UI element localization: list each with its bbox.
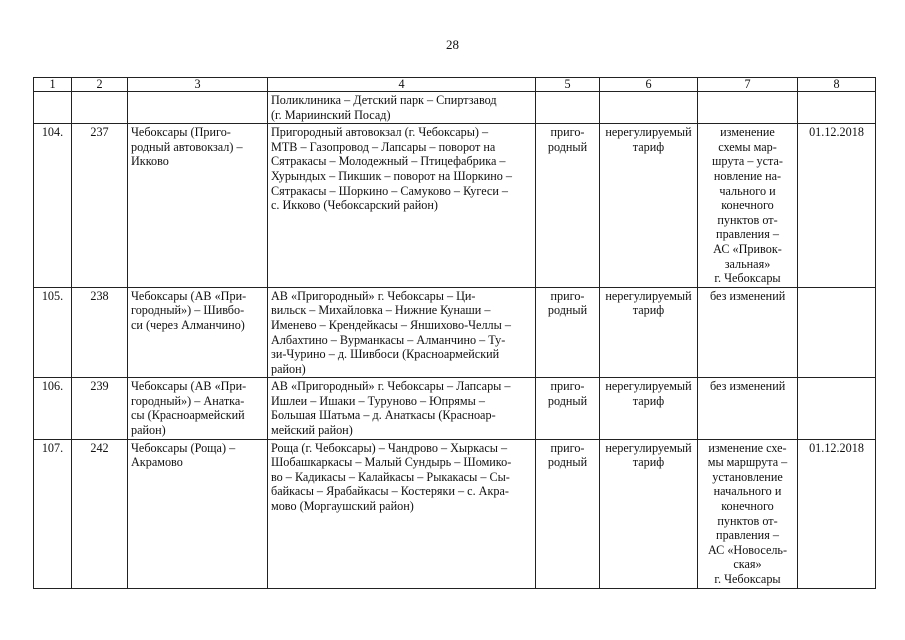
- path-line: Сятракасы – Молодежный – Птицефабрика –: [271, 154, 506, 169]
- header-cell: 1: [34, 78, 72, 92]
- empty-cell: [798, 92, 876, 124]
- routes-table: [33, 77, 876, 589]
- change-line: начального и: [713, 484, 782, 499]
- path-line: Большая Шатьма – д. Анаткасы (Красноар-: [271, 408, 496, 423]
- route-name-cell: [128, 124, 268, 288]
- path-line: Ишлеи – Ишаки – Туруново – Юпрямы –: [271, 393, 485, 408]
- header-cell: 2: [72, 78, 128, 92]
- path-cell: [268, 287, 536, 378]
- route-type-line: родный: [547, 303, 588, 318]
- path-line: Сятракасы – Шоркино – Самуково – Кугеси –: [271, 183, 508, 198]
- change-line: новление на-: [713, 168, 782, 183]
- path-line: район): [271, 361, 306, 376]
- path-cell: [268, 439, 536, 588]
- change-line: конечного: [721, 499, 774, 514]
- path-line: мово (Моргаушский район): [271, 499, 414, 514]
- route-name-line: Акрамово: [131, 455, 183, 470]
- path-line: Именево – Крендейкасы – Яншихово-Челлы –: [271, 317, 511, 332]
- header-cell: 7: [698, 78, 798, 92]
- route-type-cell: [536, 378, 600, 439]
- change-line: г. Чебоксары: [714, 271, 781, 286]
- route-type-cell: [536, 124, 600, 288]
- change-line: пунктов от-: [717, 513, 778, 528]
- route-name-line: Чебоксары (АВ «При-: [131, 288, 247, 303]
- route-name-line: Чебоксары (Приго-: [131, 125, 231, 140]
- header-row: [34, 78, 876, 92]
- table-row: [34, 287, 876, 378]
- route-type-line: приго-: [550, 288, 585, 303]
- tariff-line: тариф: [632, 393, 665, 408]
- date-cell: [798, 378, 876, 439]
- route-name-cell: [128, 378, 268, 439]
- path-line: АВ «Пригородный» г. Чебоксары – Лапсары –: [271, 379, 511, 394]
- route-type-line: родный: [547, 455, 588, 470]
- empty-cell: [600, 92, 698, 124]
- change-line: правления –: [716, 227, 779, 242]
- change-line: АС «Новосель-: [707, 542, 788, 557]
- row-number-cell: 105.: [34, 287, 72, 378]
- tariff-line: тариф: [632, 455, 665, 470]
- tariff-line: тариф: [632, 303, 665, 318]
- table-row: [34, 439, 876, 588]
- tariff-line: нерегулируемый: [605, 288, 692, 303]
- route-name-line: городный») – Анатка-: [131, 393, 245, 408]
- route-number-cell: 237: [72, 124, 128, 288]
- row-number-cell: 104.: [34, 124, 72, 288]
- path-line: мейский район): [271, 423, 353, 438]
- route-name-cell: [128, 439, 268, 588]
- date-cell: 01.12.2018: [798, 124, 876, 288]
- path-line: Албахтино – Вурманкасы – Алманчино – Ту-: [271, 332, 506, 347]
- route-number-cell: 238: [72, 287, 128, 378]
- empty-cell: [128, 92, 268, 124]
- change-cell: [698, 287, 798, 378]
- route-name-line: си (через Алманчино): [131, 317, 245, 332]
- change-line: без изменений: [710, 379, 786, 394]
- change-line: зальная»: [724, 256, 771, 271]
- tariff-line: нерегулируемый: [605, 379, 692, 394]
- header-cell: 3: [128, 78, 268, 92]
- header-cell: 4: [268, 78, 536, 92]
- route-name-line: район): [131, 423, 166, 438]
- tariff-cell: [600, 439, 698, 588]
- route-number-cell: 239: [72, 378, 128, 439]
- page-number: 28: [446, 37, 459, 52]
- change-line: конечного: [721, 198, 774, 213]
- date-cell: [798, 287, 876, 378]
- path-line: Поликлиника – Детский парк – Спиртзавод: [271, 93, 497, 107]
- route-name-cell: [128, 287, 268, 378]
- path-line: Пригородный автовокзал (г. Чебоксары) –: [271, 125, 489, 140]
- row-number-cell: 106.: [34, 378, 72, 439]
- route-type-cell: [536, 287, 600, 378]
- route-type-cell: [536, 439, 600, 588]
- path-line: Роща (г. Чебоксары) – Чандрово – Хыркасы –: [271, 440, 508, 455]
- table-row: [34, 124, 876, 288]
- route-type-line: родный: [547, 393, 588, 408]
- route-type-line: приго-: [550, 379, 585, 394]
- table-row: [34, 378, 876, 439]
- change-cell: [698, 124, 798, 288]
- route-name-line: Чебоксары (АВ «При-: [131, 379, 247, 394]
- empty-cell: [536, 92, 600, 124]
- path-line: МТВ – Газопровод – Лапсары – поворот на: [271, 139, 496, 154]
- change-line: схемы мар-: [718, 139, 777, 154]
- path-line: Хурындых – Пикшик – поворот на Шоркино –: [271, 168, 512, 183]
- route-name-line: городный») – Шивбо-: [131, 303, 245, 318]
- path-line: (г. Мариинский Посад): [271, 107, 391, 122]
- change-line: правления –: [716, 528, 779, 543]
- header-cell: 6: [600, 78, 698, 92]
- change-line: изменение схе-: [708, 440, 787, 455]
- path-line: во – Кадикасы – Калайкасы – Рыкакасы – Сы-: [271, 469, 510, 484]
- path-line: зи-Чурино – д. Шивбоси (Красноармейский: [271, 347, 500, 362]
- change-line: АС «Привок-: [713, 241, 782, 256]
- path-line: вильск – Михайловка – Нижние Кунаши –: [271, 303, 491, 318]
- header-cell: 5: [536, 78, 600, 92]
- row-number-cell: 107.: [34, 439, 72, 588]
- empty-cell: [34, 92, 72, 124]
- path-line: с. Икково (Чебоксарский район): [271, 198, 438, 213]
- route-name-line: сы (Красноармейский: [131, 408, 245, 423]
- change-line: установление: [712, 469, 783, 484]
- route-number-cell: 242: [72, 439, 128, 588]
- route-type-line: родный: [547, 139, 588, 154]
- change-line: без изменений: [710, 288, 786, 303]
- route-type-line: приго-: [550, 440, 585, 455]
- date-cell: 01.12.2018: [798, 439, 876, 588]
- path-cell: [268, 92, 536, 124]
- tariff-line: нерегулируемый: [605, 125, 692, 140]
- change-line: чального и: [719, 183, 776, 198]
- route-name-line: Икково: [131, 154, 169, 169]
- path-cell: [268, 378, 536, 439]
- path-line: байкасы – Ярабайкасы – Костеряки – с. Акра-: [271, 484, 509, 499]
- continuation-row: [34, 92, 876, 124]
- change-line: мы маршрута –: [707, 455, 788, 470]
- tariff-cell: [600, 124, 698, 288]
- tariff-line: нерегулируемый: [605, 440, 692, 455]
- path-cell: [268, 124, 536, 288]
- change-line: шрута – уста-: [712, 154, 783, 169]
- change-line: г. Чебоксары: [714, 572, 781, 586]
- path-line: Шобашкаркасы – Малый Сундырь – Шомико-: [271, 455, 512, 470]
- change-cell: [698, 439, 798, 588]
- path-line: АВ «Пригородный» г. Чебоксары – Ци-: [271, 288, 476, 303]
- route-type-line: приго-: [550, 125, 585, 140]
- tariff-cell: [600, 287, 698, 378]
- route-name-line: Чебоксары (Роща) –: [131, 440, 236, 455]
- header-cell: 8: [798, 78, 876, 92]
- route-name-line: родный автовокзал) –: [131, 139, 243, 154]
- empty-cell: [698, 92, 798, 124]
- tariff-line: тариф: [632, 139, 665, 154]
- change-cell: [698, 378, 798, 439]
- change-line: пунктов от-: [717, 212, 778, 227]
- tariff-cell: [600, 378, 698, 439]
- empty-cell: [72, 92, 128, 124]
- change-line: ская»: [733, 557, 762, 572]
- change-line: изменение: [720, 125, 775, 140]
